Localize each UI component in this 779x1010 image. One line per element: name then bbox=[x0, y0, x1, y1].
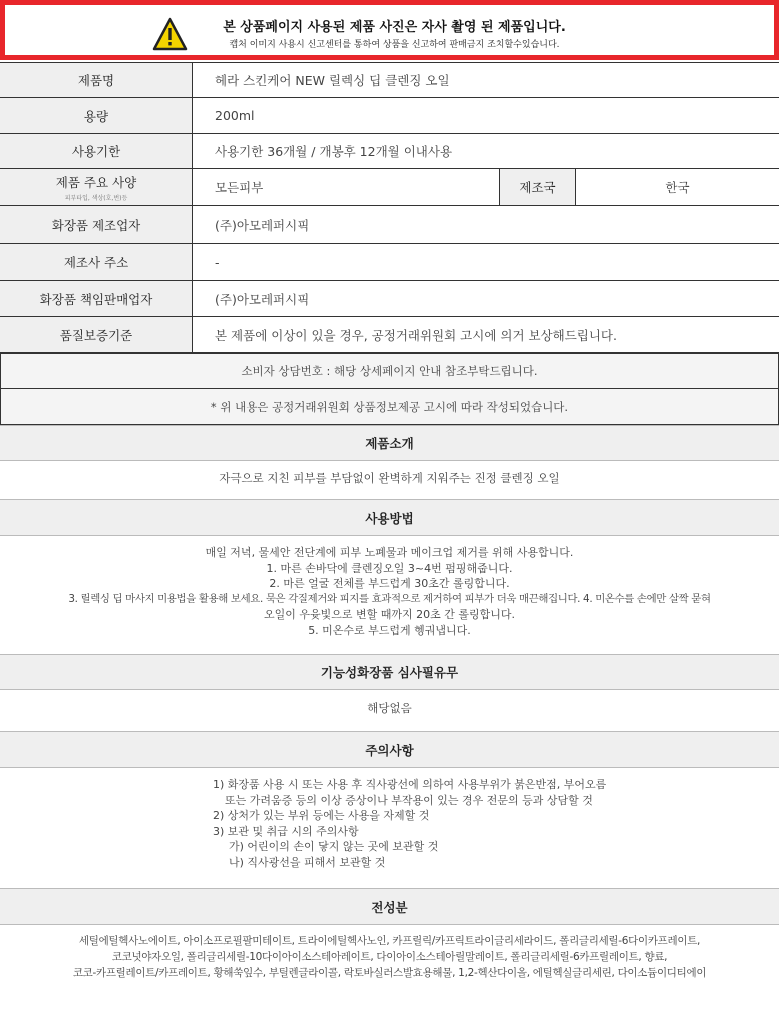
row-seller bbox=[0, 281, 779, 317]
ingredients-line: 코코넛야자오일, 폴리글리세릴-10다이아이소스테아레이트, 다이아이소스테아릴말레이트, 폴리글리세릴-6카프릴레이트, 향료, bbox=[111, 951, 668, 963]
ingredients-line: 코코-카프릴레이트/카프레이트, 황해쑥잎수, 부틸렌글라이콜, 락토바실러스발효용해물, 1,2-헥산다이올, 에틸헥실글리세린, 다이소듐이디티에이 bbox=[72, 967, 707, 979]
usage-line: 1. 마른 손바닥에 클렌징오일 3~4번 펌핑해줍니다. bbox=[266, 561, 513, 575]
volume-label: 용량 bbox=[0, 98, 193, 133]
caution-line: 나) 직사광선을 피해서 보관할 것 bbox=[229, 855, 386, 869]
intro-text: 자극으로 지친 피부를 부담없이 완벽하게 지워주는 진정 클렌징 오일 bbox=[219, 471, 560, 485]
country-value: 한국 bbox=[665, 180, 690, 195]
quality-label: 품질보증기준 bbox=[0, 317, 193, 352]
usage-line: 매일 저녁, 물세안 전단계에 피부 노폐물과 메이크업 제거를 위해 사용합니다. bbox=[205, 546, 574, 559]
address-label: 제조사 주소 bbox=[0, 244, 193, 280]
ingredients-text bbox=[0, 933, 779, 981]
row-manufacturer bbox=[0, 206, 779, 244]
volume-value: 200ml bbox=[215, 108, 255, 123]
product-name-label: 제품명 bbox=[0, 63, 193, 97]
ingredients-line: 세틸에틸헥사노에이트, 아이소프로필팔미테이트, 트라이에틸헥사노인, 카프릴릭/카프릭트라이글리세라이드, 폴리글리세릴-6다이카프레이트, bbox=[78, 935, 701, 947]
row-address bbox=[0, 244, 779, 281]
manufacturer-label: 화장품 제조업자 bbox=[0, 206, 193, 243]
caution-section-title: 주의사항 bbox=[0, 731, 779, 768]
caution-line: 또는 가려움증 등의 이상 증상이나 부작용이 있는 경우 전문의 등과 상담할 것 bbox=[225, 793, 593, 807]
manufacturer-value: (주)아모레퍼시픽 bbox=[215, 217, 310, 233]
row-quality bbox=[0, 317, 779, 353]
product-name-value: 헤라 스킨케어 NEW 릴렉싱 딥 클렌징 오일 bbox=[215, 73, 450, 88]
spec-value: 모든피부 bbox=[215, 180, 264, 195]
functional-section-title: 기능성화장품 심사필유무 bbox=[0, 654, 779, 690]
warning-banner bbox=[0, 0, 779, 60]
usage-line: 2. 마른 얼굴 전체를 부드럽게 30초간 롤링합니다. bbox=[269, 577, 510, 590]
expiry-label: 사용기한 bbox=[0, 134, 193, 168]
spec-label-cell bbox=[0, 169, 193, 205]
usage-line: 3. 릴렉싱 딥 마사지 미용법을 활용해 보세요. 묵은 각질제거와 피지를 효과적으로 제거하여 피부가 더욱 매끈해집니다. 4. 미온수를 손에만 살짝 묻혀 bbox=[68, 592, 711, 605]
usage-section-title: 사용방법 bbox=[0, 499, 779, 536]
quality-value: 본 제품에 이상이 있을 경우, 공정거래위원회 고시에 의거 보상해드립니다. bbox=[215, 327, 617, 343]
caution-line: 2) 상처가 있는 부위 등에는 사용을 자제할 것 bbox=[213, 809, 430, 822]
spec-label: 제품 주요 사양 bbox=[55, 174, 137, 190]
consult-notice: 소비자 상담번호 : 해당 상세페이지 안내 참조부탁드립니다. bbox=[0, 353, 779, 389]
disclaimer-notice: * 위 내용은 공정거래위원회 상품정보제공 고시에 따라 작성되었습니다. bbox=[0, 389, 779, 425]
country-label: 제조국 bbox=[499, 169, 576, 205]
intro-section-title: 제품소개 bbox=[0, 425, 779, 461]
usage-text bbox=[0, 545, 779, 638]
functional-text: 해당없음 bbox=[367, 701, 412, 715]
warning-title: 본 상품페이지 사용된 제품 사진은 자사 촬영 된 제품입니다. bbox=[223, 20, 566, 35]
expiry-value: 사용기한 36개월 / 개봉후 12개월 이내사용 bbox=[215, 144, 453, 159]
usage-line: 5. 미온수로 부드럽게 헹궈냅니다. bbox=[308, 623, 471, 637]
row-spec bbox=[0, 169, 779, 206]
seller-label: 화장품 책임판매업자 bbox=[0, 281, 193, 316]
usage-line: 오일이 우윳빛으로 변할 때까지 20초 간 롤링합니다. bbox=[264, 608, 515, 621]
address-value: - bbox=[215, 254, 220, 270]
row-expiry bbox=[0, 134, 779, 169]
caution-text bbox=[213, 777, 773, 870]
seller-value: (주)아모레퍼시픽 bbox=[215, 291, 310, 307]
warning-subtitle: 캡처 이미지 사용시 신고센터를 통하여 상품을 신고하여 판매금지 조치할수있습니다. bbox=[229, 40, 560, 50]
caution-line: 3) 보관 및 취급 시의 주의사항 bbox=[213, 824, 359, 838]
caution-line: 가) 어린이의 손이 닿지 않는 곳에 보관할 것 bbox=[229, 840, 439, 853]
row-volume bbox=[0, 98, 779, 134]
spec-sublabel: 피부타입, 색상(호,번)등 bbox=[64, 194, 128, 202]
caution-line: 1) 화장품 사용 시 또는 사용 후 직사광선에 의하여 사용부위가 붉은반점, 부어오름 bbox=[213, 778, 607, 791]
row-product-name bbox=[0, 63, 779, 98]
ingredients-section-title: 전성분 bbox=[0, 888, 779, 925]
